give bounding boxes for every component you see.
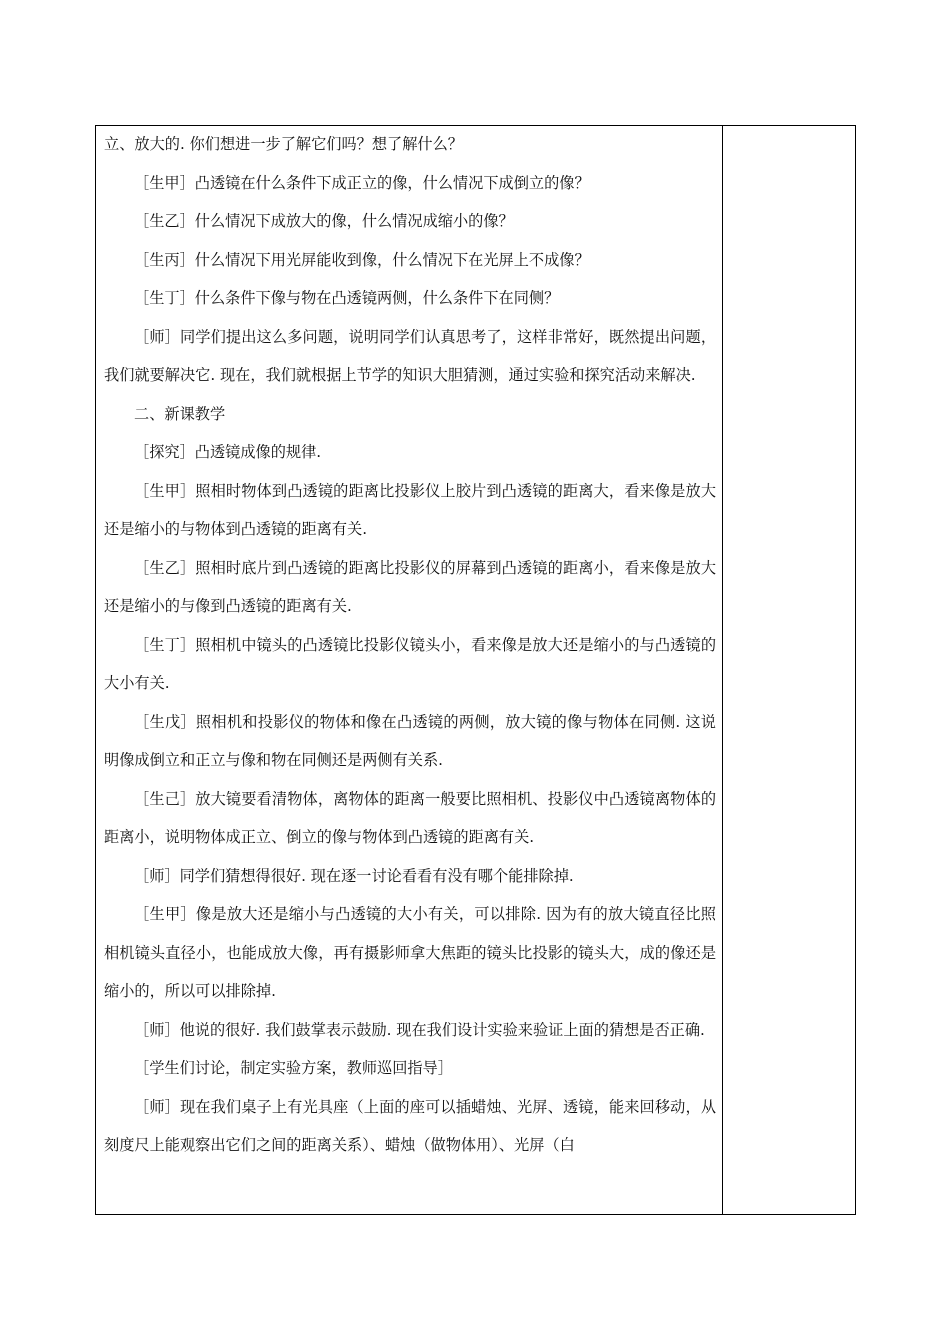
notes-column: [723, 125, 855, 1213]
lesson-content-cell: [104, 125, 716, 1213]
paragraph: ［学生们讨论，制定实验方案，教师巡回指导］: [134, 1059, 453, 1077]
paragraph: ［师］现在我们桌子上有光具座（上面的座可以插蜡烛、光屏、透镜，能来回移动，从刻度尺上能观察出它们之间的距离关系）、蜡烛（做物体用）、光屏（白: [104, 1097, 716, 1154]
paragraph: ［生乙］什么情况下成放大的像，什么情况成缩小的像？: [134, 212, 514, 230]
paragraph: ［生甲］凸透镜在什么条件下成正立的像，什么情况下成倒立的像？: [134, 173, 590, 192]
paragraph: ［生甲］照相时物体到凸透镜的距离比投影仪上胶片到凸透镜的距离大，看来像是放大还是缩小的与物体到凸透镜的距离有关.: [104, 481, 716, 538]
paragraph: ［师］同学们提出这么多问题，说明同学们认真思考了，这样非常好，既然提出问题，我们就要解决它. 现在，我们就根据上节学的知识大胆猜测，通过实验和探究活动来解决.: [104, 327, 716, 384]
paragraph: ［师］他说的很好. 我们鼓掌表示鼓励. 现在我们设计实验来验证上面的猜想是否正确.: [134, 1020, 705, 1039]
paragraph: ［师］同学们猜想得很好. 现在逐一讨论看看有没有哪个能排除掉.: [134, 866, 574, 885]
paragraph: ［生己］放大镜要看清物体，离物体的距离一般要比照相机、投影仪中凸透镜离物体的距离小，说明物体成正立、倒立的像与物体到凸透镜的距离有关.: [104, 789, 716, 846]
paragraph: 立、放大的. 你们想进一步了解它们吗？想了解什么？: [104, 135, 463, 153]
paragraph: ［生丁］什么条件下像与物在凸透镜两侧，什么条件下在同侧？: [134, 289, 560, 307]
paragraph: ［生丁］照相机中镜头的凸透镜比投影仪镜头小，看来像是放大还是缩小的与凸透镜的大小有关.: [104, 635, 716, 692]
paragraph: ［生戊］照相机和投影仪的物体和像在凸透镜的两侧，放大镜的像与物体在同侧. 这说明像成倒立和正立与像和物在同侧还是两侧有关系.: [104, 712, 716, 769]
section-heading: 二、新课教学: [134, 404, 226, 423]
paragraph: ［生甲］像是放大还是缩小与凸透镜的大小有关，可以排除. 因为有的放大镜直径比照相机镜头直径小，也能成放大像，再有摄影师拿大焦距的镜头比投影的镜头大，成的像还是缩小的，所以可以排除掉.: [104, 905, 716, 1000]
paragraph: ［生丙］什么情况下用光屏能收到像，什么情况下在光屏上不成像？: [134, 250, 590, 269]
paragraph: ［探究］凸透镜成像的规律.: [134, 443, 322, 461]
paragraph: ［生乙］照相时底片到凸透镜的距离比投影仪的屏幕到凸透镜的距离小，看来像是放大还是缩小的与像到凸透镜的距离有关.: [104, 558, 716, 615]
